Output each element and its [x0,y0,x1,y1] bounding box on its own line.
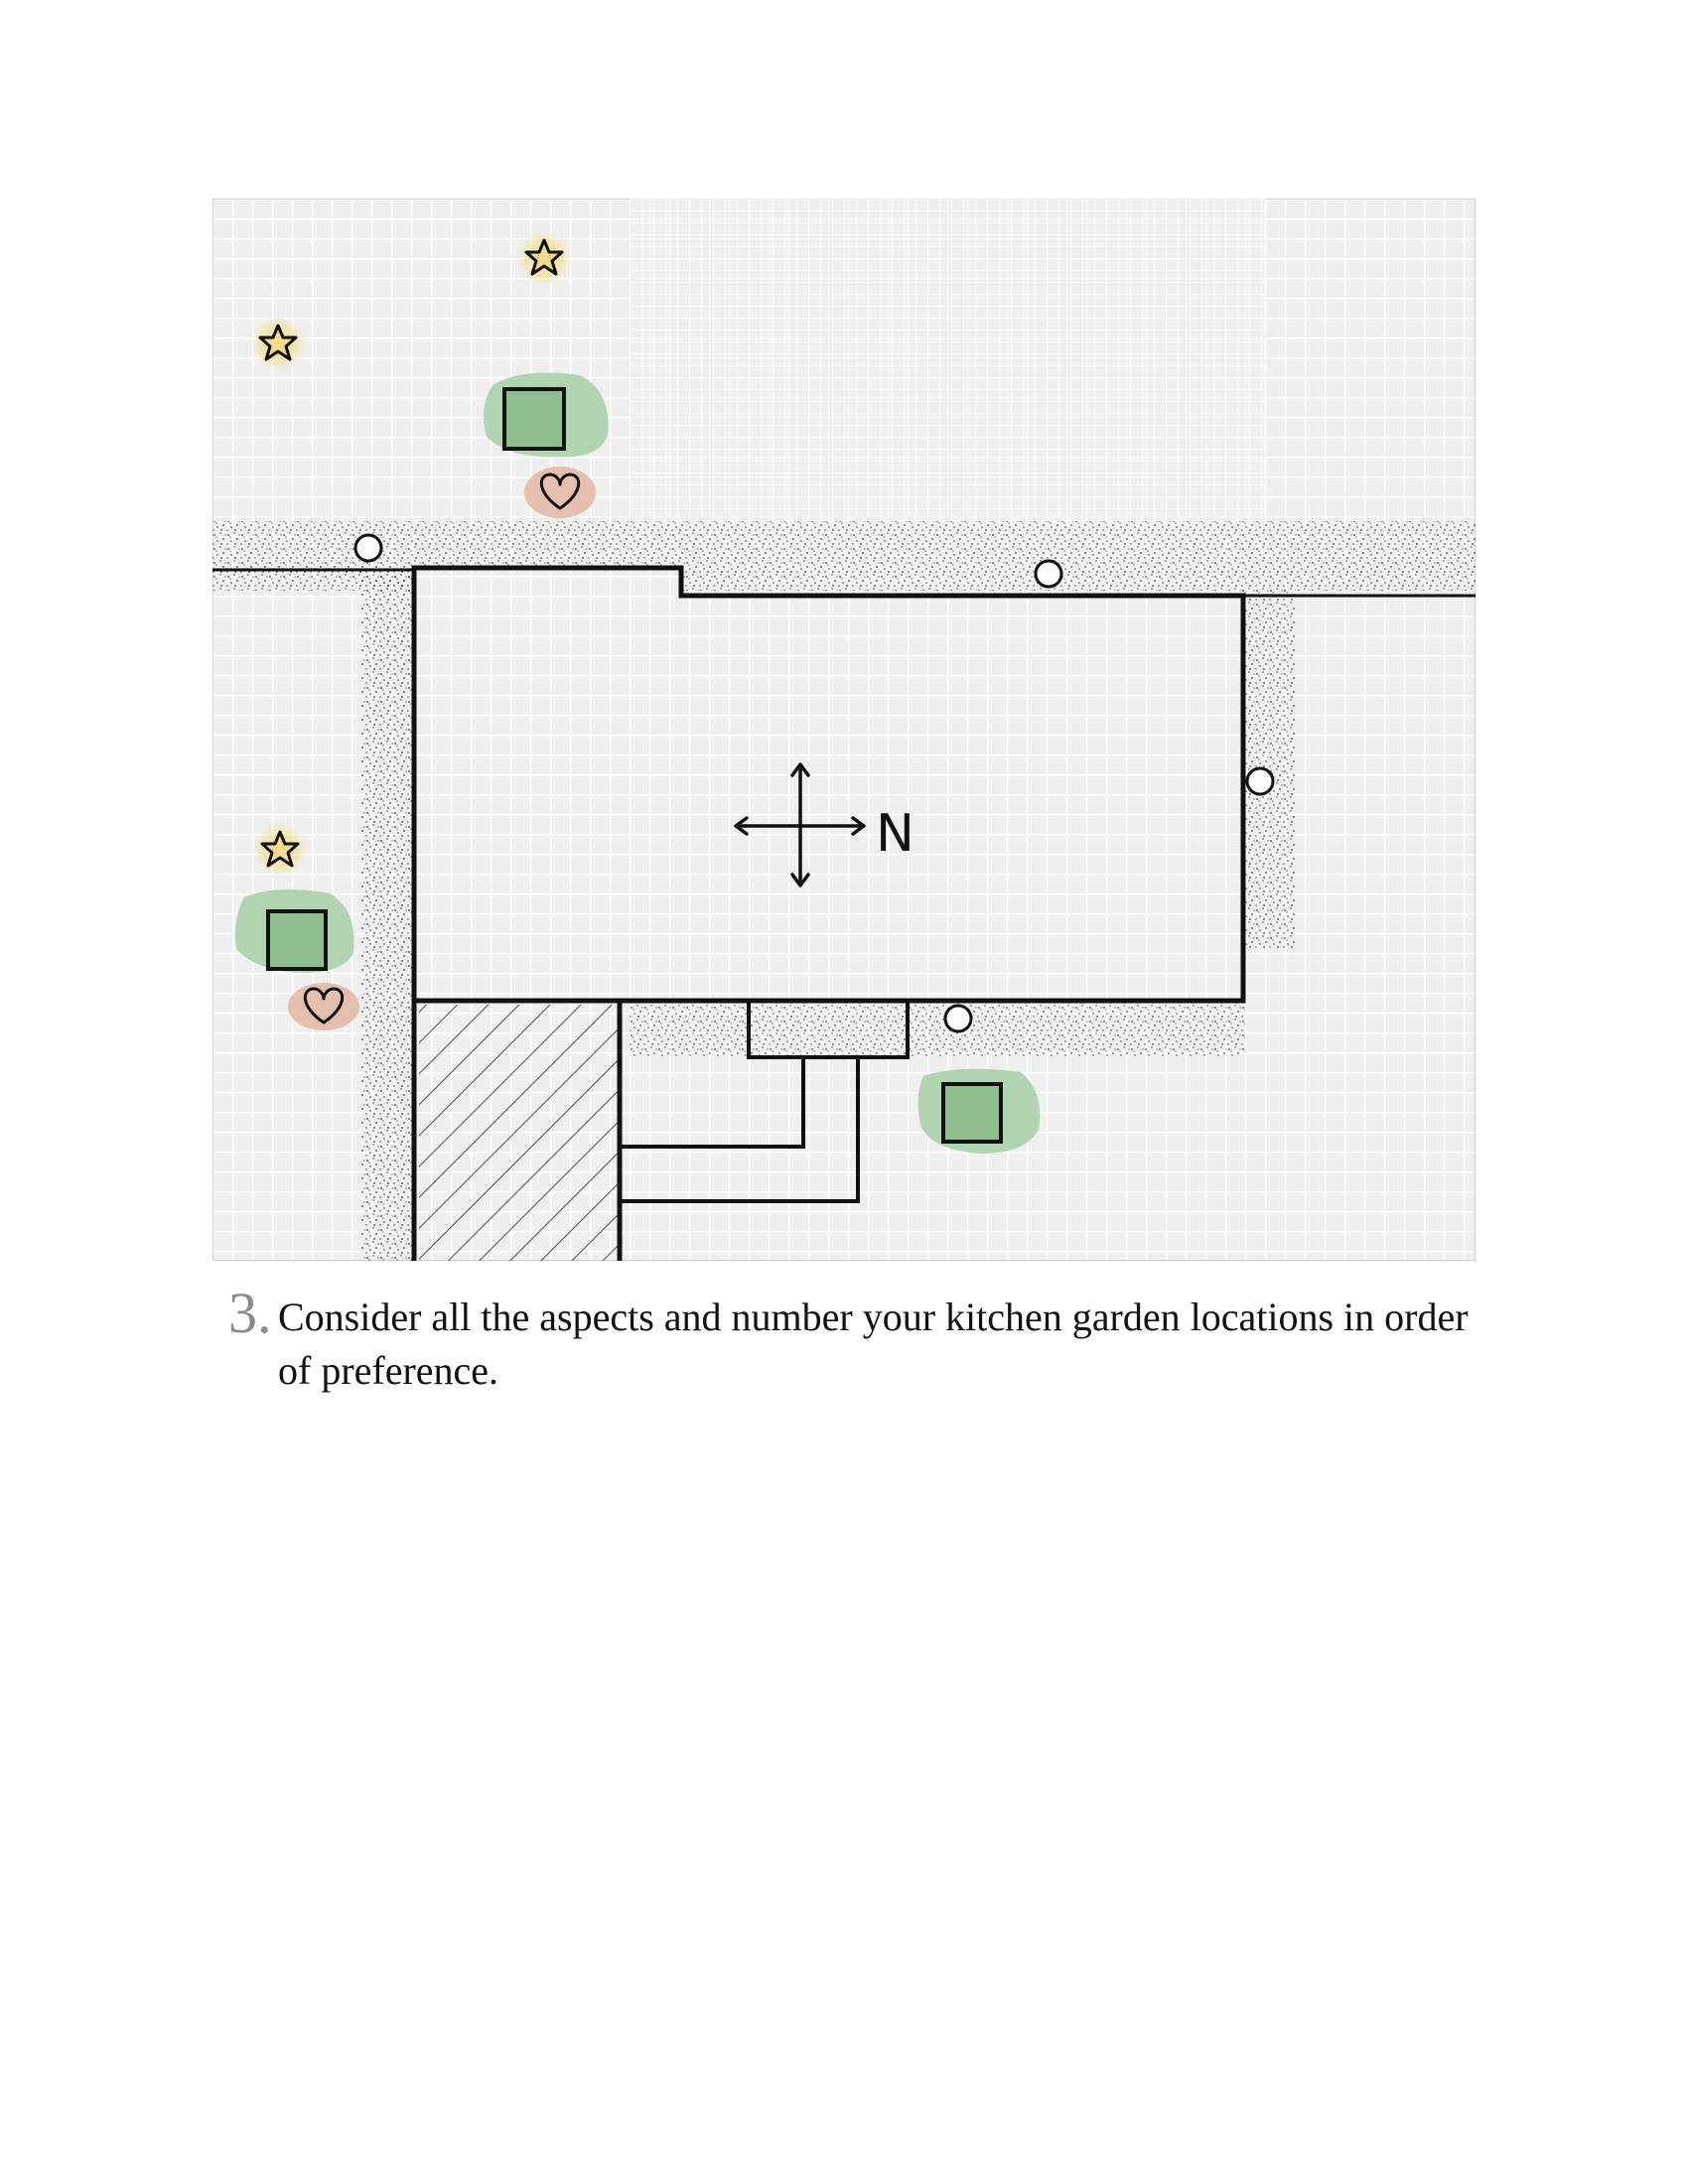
heart-icon [524,467,596,518]
circle-icon [945,1006,971,1031]
square-icon [504,389,564,449]
step-text: Consider all the aspects and number your kitchen garden locations in order of preference. [278,1295,1469,1393]
garden-plan-svg [212,199,1476,1261]
circle-icon [1036,561,1061,587]
circle-icon [355,535,381,561]
instruction-step [228,1281,1470,1398]
garden-location-1 [484,373,608,458]
hatched-patio [414,1001,620,1261]
garden-location-3 [917,1069,1040,1154]
star-icon [258,828,302,872]
square-icon [268,911,326,969]
garden-location-2 [235,889,354,973]
garden-plan-diagram [212,199,1476,1261]
heart-icon [288,983,359,1030]
circle-icon [1247,768,1273,794]
star-icon [256,322,300,365]
step-number: 3. [228,1281,272,1345]
square-icon [943,1084,1001,1142]
house-outline [414,568,1243,1001]
star-icon [522,236,566,280]
compass-north-label: N [876,804,914,864]
